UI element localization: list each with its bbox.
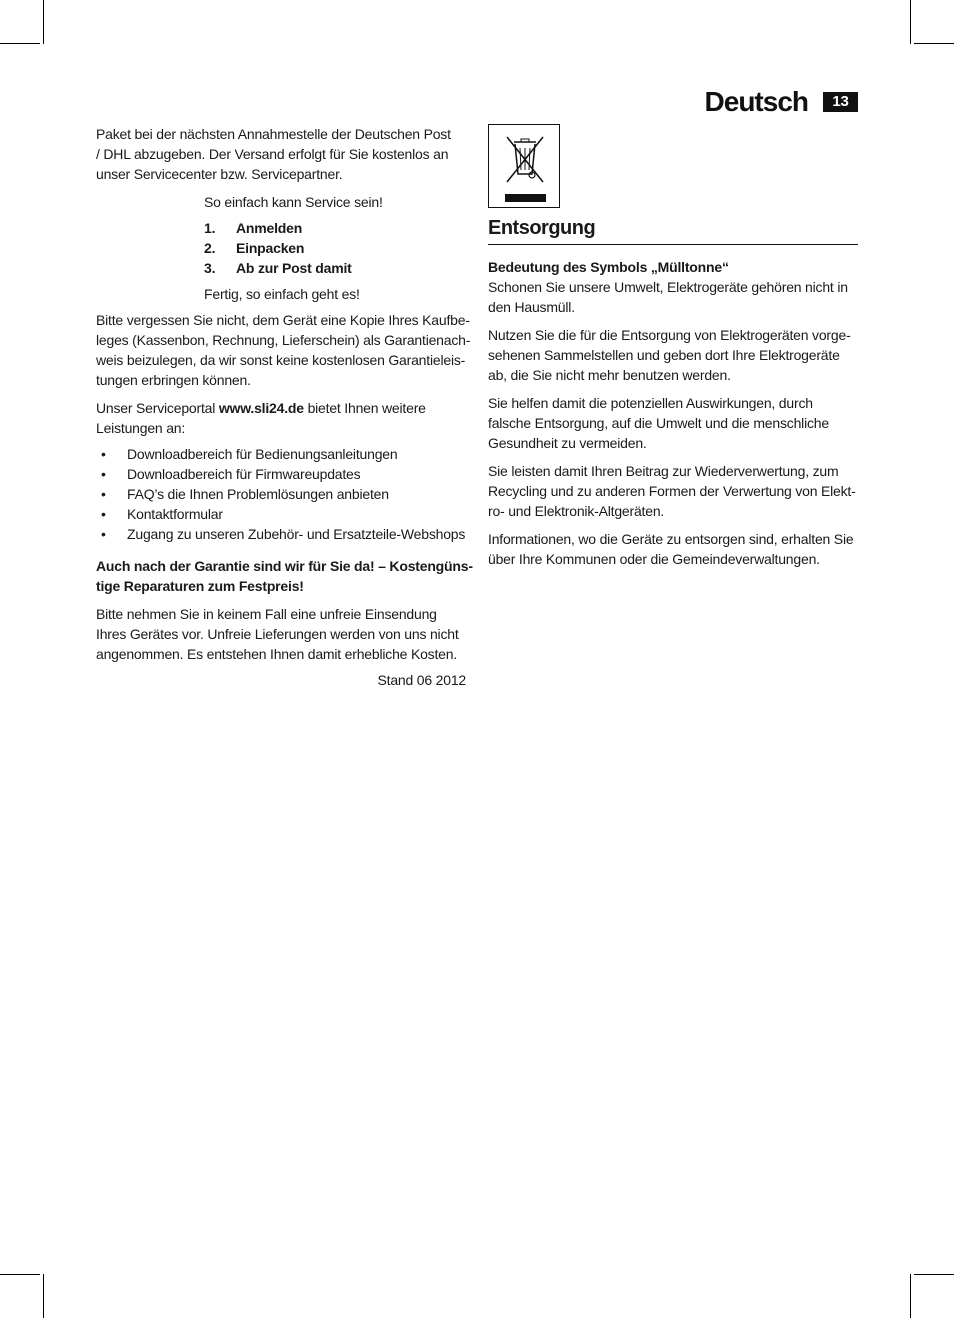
service-slogan: So einfach kann Service sein! — [204, 194, 383, 210]
page-language-title: Deutsch — [704, 86, 808, 117]
crop-mark — [43, 0, 44, 44]
disposal-paragraph: Schonen Sie unsere Umwelt, Elektrogeräte gehören nicht in den Hausmüll. — [488, 279, 848, 315]
receipt-reminder: Bitte vergessen Sie nicht, dem Gerät eine Kopie Ihres Kaufbe- leges (Kassenbon, Rechnung, Lieferschein) als Garantienach- weis beizulegen, da wir sonst keine kostenlosen Garantieleis- tungen erbringen können. — [96, 312, 471, 388]
step-item: 3. Ab zur Post damit — [204, 260, 352, 276]
crop-mark — [914, 43, 954, 44]
after-warranty-note: Auch nach der Garantie sind wir für Sie da! – Kostengüns- tige Reparaturen zum Festpreis! — [96, 558, 473, 594]
service-portal-link[interactable]: www.sli24.de — [218, 400, 304, 416]
section-heading: Entsorgung — [488, 216, 858, 245]
list-item: • Downloadbereich für Firmwareupdates — [101, 466, 361, 482]
list-item: • Kontaktformular — [101, 506, 223, 522]
crop-mark — [910, 0, 911, 44]
disposal-paragraph: Sie leisten damit Ihren Beitrag zur Wiederverwertung, zum Recycling und zu anderen Formen der Verwertung von Elekt- ro- und Elektronik-Altgeräten. — [488, 463, 856, 519]
crop-mark — [0, 1274, 40, 1275]
step-item: 1. Anmelden — [204, 220, 303, 236]
crop-mark — [0, 43, 40, 44]
service-portal-paragraph: Unser Serviceportal www.sli24.de bietet Ihnen weitere Leistungen an: — [96, 400, 426, 436]
revision-date: Stand 06 2012 — [377, 672, 466, 688]
intro-paragraph: Paket bei der nächsten Annahmestelle der Deutschen Post / DHL abzugeben. Der Versand erfolgt für Sie kostenlos an unser Servicecenter bzw. Servicepartner. — [96, 126, 451, 182]
disposal-paragraph: Sie helfen damit die potenziellen Auswirkungen, durch falsche Entsorgung, auf die Umwelt und die menschliche Gesundheit zu vermeiden. — [488, 395, 829, 451]
crossed-out-wheelie-bin-icon — [488, 124, 560, 208]
right-column — [488, 124, 858, 577]
list-item: • Downloadbereich für Bedienungsanleitungen — [101, 446, 398, 462]
service-list — [96, 444, 466, 544]
disposal-paragraph: Nutzen Sie die für die Entsorgung von Elektrogeräten vorge- sehenen Sammelstellen und geben dort Ihre Elektrogeräte ab, die Sie nicht mehr benutzen werden. — [488, 327, 851, 383]
list-item: • Zugang zu unseren Zubehör- und Ersatzteile-Webshops — [101, 526, 466, 542]
done-text: Fertig, so einfach geht es! — [204, 286, 360, 302]
list-item: • FAQ’s die Ihnen Problemlösungen anbieten — [101, 486, 389, 502]
crop-mark — [43, 1274, 44, 1318]
step-item: 2. Einpacken — [204, 240, 305, 256]
left-column — [96, 124, 473, 698]
service-steps-list — [96, 218, 466, 278]
symbol-meaning-subheading: Bedeutung des Symbols „Mülltonne“ — [488, 259, 729, 275]
unfree-shipping-note: Bitte nehmen Sie in keinem Fall eine unfreie Einsendung Ihres Gerätes vor. Unfreie Lieferungen werden von uns nicht angenommen. Es entstehen Ihnen damit erhebliche Kosten. — [96, 606, 459, 662]
crop-mark — [914, 1274, 954, 1275]
disposal-paragraph: Informationen, wo die Geräte zu entsorgen sind, erhalten Sie über Ihre Kommunen oder die Gemeindeverwaltungen. — [488, 531, 854, 567]
page-number: 13 — [823, 92, 858, 112]
crop-mark — [910, 1274, 911, 1318]
